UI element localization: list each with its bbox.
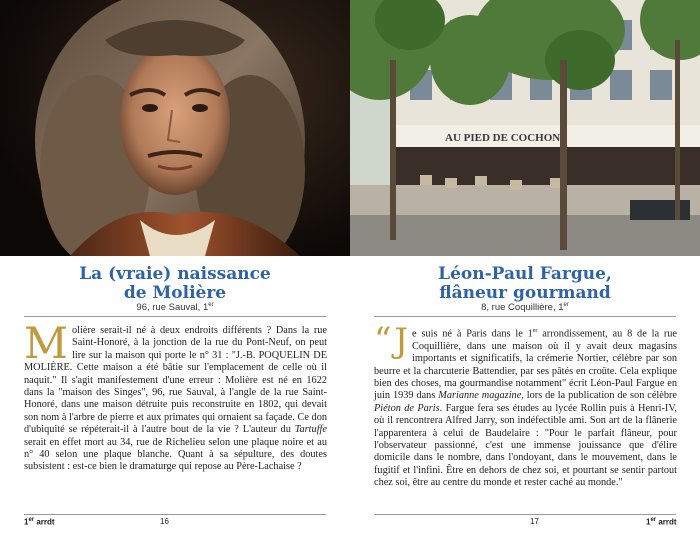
section-label-sup: er (650, 517, 657, 523)
page-number: 16 (160, 517, 169, 526)
footer-rule (24, 514, 326, 515)
quote-mark: “ (374, 320, 392, 360)
section-label-rest: arrdt (656, 517, 677, 527)
restaurant-photo (350, 0, 700, 256)
address (350, 302, 700, 313)
section-label-text: 1 (24, 517, 29, 527)
section-label (24, 517, 55, 527)
body-text: . Fargue fera ses études au lycée Rollin puis à Henri-IV, où il rencontrera Alfred Jarry, son indéfectible ami. Son art de la flânerie l'apparentera à celui de Baudelaire : "Pour le parfait flâneur, pour l'observateur passionné, c'est une immense jouissance que d'élire domicile dans le nombre, dans l'ondoyant, dans le mouvement, dans le fugitif et l'infini. Être en dehors de chez soi, et pourtant se sentir partout chez soi, être au centre du monde et rester caché au monde." (374, 402, 677, 489)
section-label-rest: arrdt (34, 517, 55, 527)
body-italic: Marianne magazine (438, 390, 522, 402)
address-sup: er (563, 302, 569, 308)
article-body (24, 319, 327, 474)
section-label (646, 517, 677, 527)
title-line: flâneur gourmand (439, 283, 611, 303)
address (0, 302, 350, 313)
moliere-portrait (0, 0, 350, 256)
body-text: arrondissement, au 8 de la rue Coquillière, dans une maison où il y avait deux magasins importants et significatifs, la crémerie Nortier, célèbre par son beurre et la charcuterie Battendier, par ses pâtés en croûte. Cela explique bien des choses, ma gourmandise notamment" écrit Léon-Paul Fargue en juin 1939 dans (374, 328, 677, 402)
body-italic: Piéton de Paris (374, 402, 440, 414)
article-body (374, 320, 677, 490)
body-text: serait en effet mort au 34, rue de Richelieu selon une plaque noire et au n° 40 selon une plaque blanche. Quant à sa sépulture, des doutes subsistent : est-ce bien le dramaturge qui repose au Père-Lachaise ? (24, 436, 327, 473)
address-sup: er (208, 302, 214, 308)
body-text: e suis né à Paris dans le 1 (412, 328, 533, 340)
title-line: de Molière (123, 283, 227, 303)
body-text: olière serait-il né à deux endroits différents ? Dans la rue Saint-Honoré, à la jonction de la rue du Pont-Neuf, on peut lire sur la maison qui porte le n° 31 : "J.-B. POQUELIN DE MOLIÈRE. Cette maison a été bâtie sur l'emplacement de celle où il naquit." Il s'agit manifestement d'une erreur : Molière est né en 1622 dans la "maison des Singes", 96, rue Sauval, à l'angle de la rue Saint-Honoré, dans une maison détruite puis reconstruite en 1802, qui devait son nom à l'arbre de pierre et aux primates qui ornaient sa façade. Ce don d'ubiquité se répéterait-il à l'autre bout de la vie ? L'auteur du (24, 325, 327, 436)
title-line: Léon-Paul Fargue, (438, 264, 612, 284)
awning-sign: AU PIED DE COCHON (445, 132, 561, 144)
drop-cap: J (394, 321, 409, 361)
divider (374, 316, 676, 317)
section-label-sup: er (28, 517, 35, 523)
article-title (350, 265, 700, 303)
title-line: La (vraie) naissance (79, 264, 271, 284)
address-text: 8, rue Coquillière, 1 (481, 302, 564, 314)
page-number: 17 (530, 517, 539, 526)
body-sup: er (532, 328, 538, 334)
body-text: , lors de la publication de son célèbre (521, 390, 677, 402)
footer-rule (374, 514, 676, 515)
divider (24, 316, 326, 317)
body-italic: Tartuffe (294, 424, 327, 436)
address-text: 96, rue Sauval, 1 (136, 302, 209, 314)
section-label-text: 1 (646, 517, 651, 527)
article-title (0, 265, 350, 303)
drop-cap: M (24, 319, 69, 369)
right-page (350, 0, 700, 541)
